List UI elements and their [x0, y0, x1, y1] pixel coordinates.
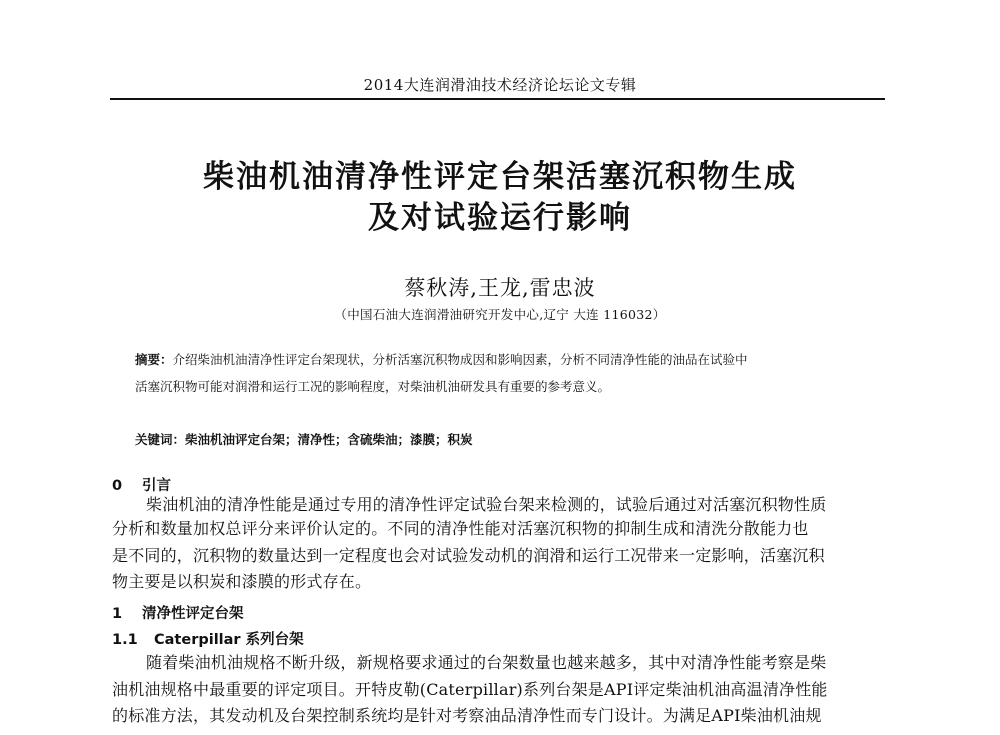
body-line: 的标准方法，其发动机及台架控制系统均是针对考察油品清净性而专门设计。为满足API柴油机油规 [112, 706, 822, 725]
running-header: 2014大连润滑油技术经济论坛论文专辑 [363, 76, 637, 94]
body-line: 随着柴油机油规格不断升级，新规格要求通过的台架数量也越来越多，其中对清净性能考察是柴 [146, 653, 827, 672]
header-rule [110, 98, 885, 100]
section-heading-0 [112, 474, 171, 495]
section-title: 清净性评定台架 [142, 606, 244, 622]
section-title: Caterpillar 系列台架 [154, 632, 304, 648]
abstract-text-1: 介绍柴油机油清净性评定台架现状，分析活塞沉积物成因和影响因素，分析不同清净性能的油品在试验中 [172, 352, 748, 367]
section-heading-1-1 [112, 628, 304, 649]
paper-title-line-2: 及对试验运行影响 [368, 200, 632, 236]
abstract-label: 摘要： [135, 352, 173, 367]
abstract-line-2: 活塞沉积物可能对润滑和运行工况的影响程度，对柴油机油研发具有重要的参考意义。 [135, 379, 611, 394]
body-line: 物主要是以积炭和漆膜的形式存在。 [112, 572, 372, 591]
section-number: 0 [112, 478, 123, 494]
affiliation: （中国石油大连润滑油研究开发中心,辽宁 大连 116032） [334, 307, 666, 322]
paper-title-line-1: 柴油机油清净性评定台架活塞沉积物生成 [203, 159, 797, 195]
keywords: 关键词：柴油机油评定台架；清净性；含硫柴油；漆膜；积炭 [135, 432, 473, 447]
section-number: 1.1 [112, 632, 138, 648]
section-title: 引言 [142, 478, 171, 494]
section-heading-1 [112, 602, 244, 623]
body-line: 油机油规格中最重要的评定项目。开特皮勒(Caterpillar)系列台架是API评定柴油机油高温清净性能 [112, 680, 828, 699]
section-number: 1 [112, 606, 123, 622]
abstract-line-1 [135, 354, 875, 367]
body-line: 分析和数量加权总评分来评价认定的。不同的清净性能对活塞沉积物的抑制生成和清洗分散能力也 [112, 519, 809, 538]
authors: 蔡秋涛,王龙,雷忠波 [404, 276, 596, 300]
body-line: 柴油机油的清净性能是通过专用的清净性评定试验台架来检测的，试验后通过对活塞沉积物性质 [146, 495, 827, 514]
body-line: 是不同的，沉积物的数量达到一定程度也会对试验发动机的润滑和运行工况带来一定影响，活塞沉积 [112, 546, 825, 565]
